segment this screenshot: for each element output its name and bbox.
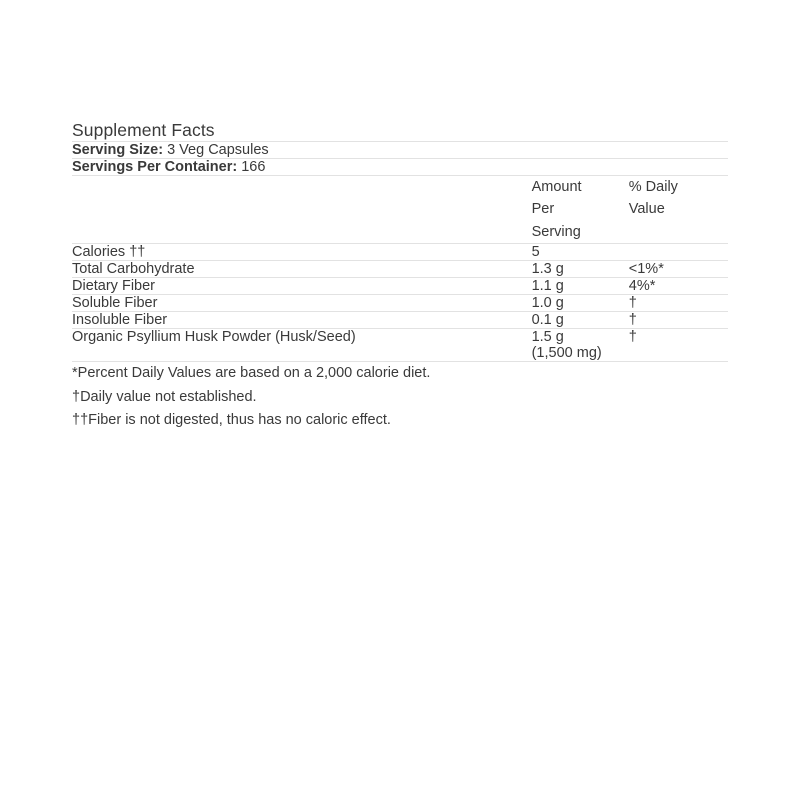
nutrient-amount: 1.0 g: [532, 295, 629, 312]
column-header-amount-per-serving: [532, 176, 629, 244]
title-row: [72, 120, 728, 142]
serving-size-row: [72, 142, 728, 159]
supplement-facts-panel: [72, 120, 728, 433]
servings-per-container-cell: [72, 159, 728, 176]
nutrient-daily-value: †: [629, 312, 728, 329]
nutrient-name: Insoluble Fiber: [72, 312, 532, 329]
footnotes-row: [72, 362, 728, 433]
column-header-percent-daily-value-label: % Daily Value: [628, 179, 678, 218]
serving-size-value: 3 Veg Capsules: [163, 142, 269, 158]
table-row: [72, 244, 728, 261]
column-header-name: [72, 176, 532, 244]
nutrient-name: Calories ††: [72, 244, 532, 261]
table-row: [72, 295, 728, 312]
servings-per-container-label: Servings Per Container:: [72, 159, 238, 175]
nutrient-daily-value: <1%*: [629, 261, 728, 278]
serving-size-label: Serving Size:: [72, 142, 164, 158]
nutrient-daily-value: †: [629, 295, 728, 312]
column-header-percent-daily-value: [629, 176, 728, 244]
table-row: [72, 261, 728, 278]
footnote-percent-daily-value: *Percent Daily Values are based on a 2,000 calorie diet.: [72, 365, 431, 382]
serving-size-cell: [72, 142, 728, 159]
footnote-daily-value-not-established: †Daily value not established.: [72, 388, 257, 405]
nutrient-amount-group: [532, 329, 629, 362]
table-row: [72, 329, 728, 362]
nutrient-name: Dietary Fiber: [72, 278, 532, 295]
servings-per-container-value: 166: [237, 159, 266, 175]
nutrient-daily-value: †: [629, 329, 728, 362]
nutrient-amount: 0.1 g: [532, 312, 629, 329]
footnotes-cell: [72, 362, 728, 433]
nutrient-amount-secondary: (1,500 mg): [531, 345, 602, 362]
nutrient-daily-value: [629, 244, 728, 261]
supplement-facts-table-body: [72, 120, 728, 433]
nutrient-name: Total Carbohydrate: [72, 261, 532, 278]
nutrient-amount: 1.1 g: [532, 278, 629, 295]
table-row: [72, 312, 728, 329]
nutrient-name: Organic Psyllium Husk Powder (Husk/Seed): [72, 329, 532, 362]
column-header-row: [72, 176, 728, 244]
nutrient-amount: 1.5 g: [531, 329, 564, 346]
nutrient-name: Soluble Fiber: [72, 295, 532, 312]
nutrient-amount: 1.3 g: [532, 261, 629, 278]
table-row: [72, 278, 728, 295]
servings-per-container-row: [72, 159, 728, 176]
nutrient-daily-value: 4%*: [629, 278, 728, 295]
supplement-facts-table: [72, 120, 728, 433]
panel-title: Supplement Facts: [72, 120, 728, 142]
column-header-amount-per-serving-label: Amount Per Serving: [531, 179, 582, 240]
footnote-fiber-not-digested: ††Fiber is not digested, thus has no caloric effect.: [72, 412, 391, 429]
nutrient-amount: 5: [532, 244, 629, 261]
